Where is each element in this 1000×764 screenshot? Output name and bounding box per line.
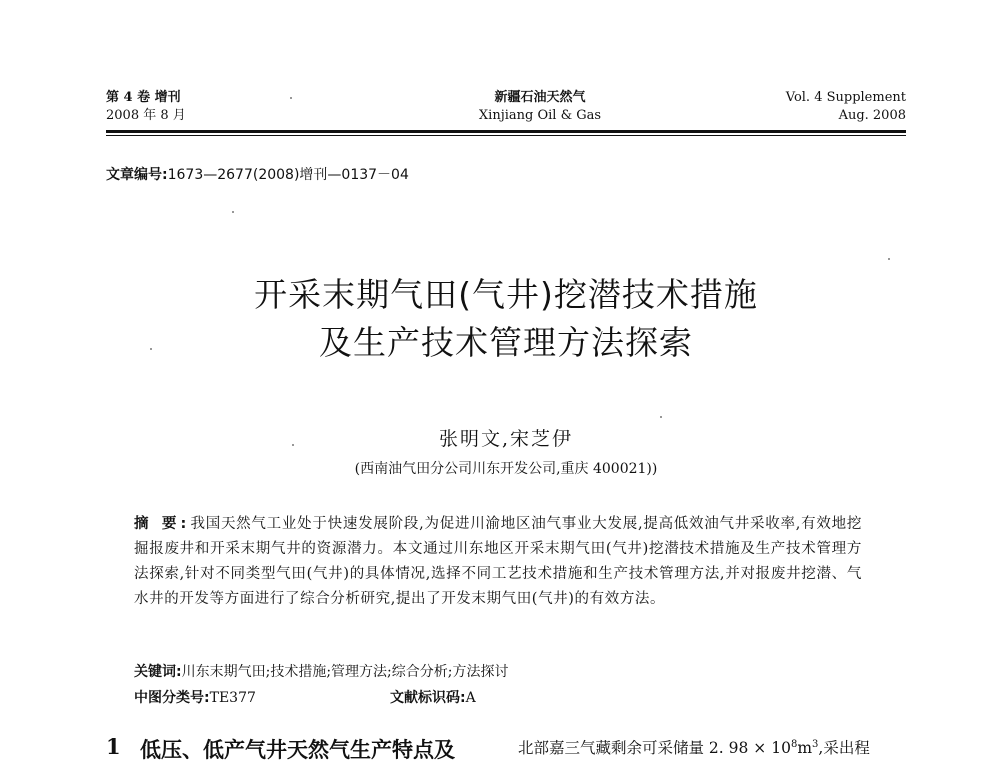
body-superscript-1: 8 (790, 738, 798, 750)
document-id-code (390, 687, 476, 707)
header-rule-thin (106, 135, 906, 136)
publication-date-english: Aug. 2008 (838, 108, 906, 123)
volume-issue: 第 4 卷 增刊 (106, 90, 181, 105)
keywords (134, 661, 508, 681)
publication-date: 2008 年 8 月 (106, 108, 186, 123)
body-superscript-2: 3 (812, 738, 819, 750)
document-id-label: 文献标识码: (390, 690, 466, 706)
journal-volume-info-english (786, 89, 906, 125)
volume-supplement: Vol. 4 Supplement (785, 90, 906, 105)
body-text-right-column (518, 736, 870, 758)
article-number (106, 164, 409, 184)
journal-volume-info (106, 89, 186, 125)
paper-title-line-2: 及生产技术管理方法探索 (319, 323, 693, 362)
clc-number (134, 687, 256, 707)
paper-title-line-1: 开采末期气田(气井)挖潜技术措施 (254, 275, 758, 314)
abstract-text: 我国天然气工业处于快速发展阶段,为促进川渝地区油气事业大发展,提高低效油气井采收率,有效地挖掘报废井和开采末期气井的资源潜力。本文通过川东地区开采末期气田(气井)挖潜技术措施及生产技术管理方法探索,针对不同类型气田(气井)的具体情况,选择不同工艺技术措施和生产技术管理方法,并对报废井挖潜、气水井的开发等方面进行了综合分析研究,提出了开发末期气田(气井)的有效方法。 (134, 516, 862, 607)
keywords-value: 川东末期气田;技术措施;管理方法;综合分析;方法探讨 (181, 664, 509, 680)
body-text-part-1: 北部嘉三气藏剩余可采储量 2. 98 × 10 (518, 739, 791, 757)
journal-name (400, 89, 680, 125)
scan-speck (292, 444, 294, 446)
body-text-part-3: ,采出程 (818, 739, 870, 757)
header-rule-thick (106, 130, 906, 133)
clc-label: 中图分类号: (134, 690, 210, 706)
authors: 张明文,宋芝伊 (438, 428, 574, 450)
abstract (134, 512, 862, 612)
scan-speck (888, 258, 890, 260)
journal-name-english: Xinjiang Oil & Gas (478, 108, 602, 123)
scan-speck (150, 348, 152, 350)
document-id-value: A (465, 690, 476, 706)
abstract-label: 摘 要: (134, 516, 191, 532)
section-number: 1 (106, 734, 121, 759)
body-text-part-2: m (797, 739, 813, 757)
scan-speck (660, 416, 662, 418)
affiliation: (西南油气田分公司川东开发公司,重庆 400021)) (354, 461, 658, 477)
scan-speck (232, 211, 234, 213)
section-heading: 低压、低产气井天然气生产特点及 (140, 738, 455, 762)
article-number-value: 1673—2677(2008)增刊—0137－04 (167, 167, 409, 183)
keywords-label: 关键词: (134, 664, 182, 680)
article-number-label: 文章编号: (106, 167, 168, 183)
journal-name-chinese: 新疆石油天然气 (494, 90, 586, 105)
scan-speck (290, 97, 292, 99)
clc-value: TE377 (209, 690, 256, 706)
